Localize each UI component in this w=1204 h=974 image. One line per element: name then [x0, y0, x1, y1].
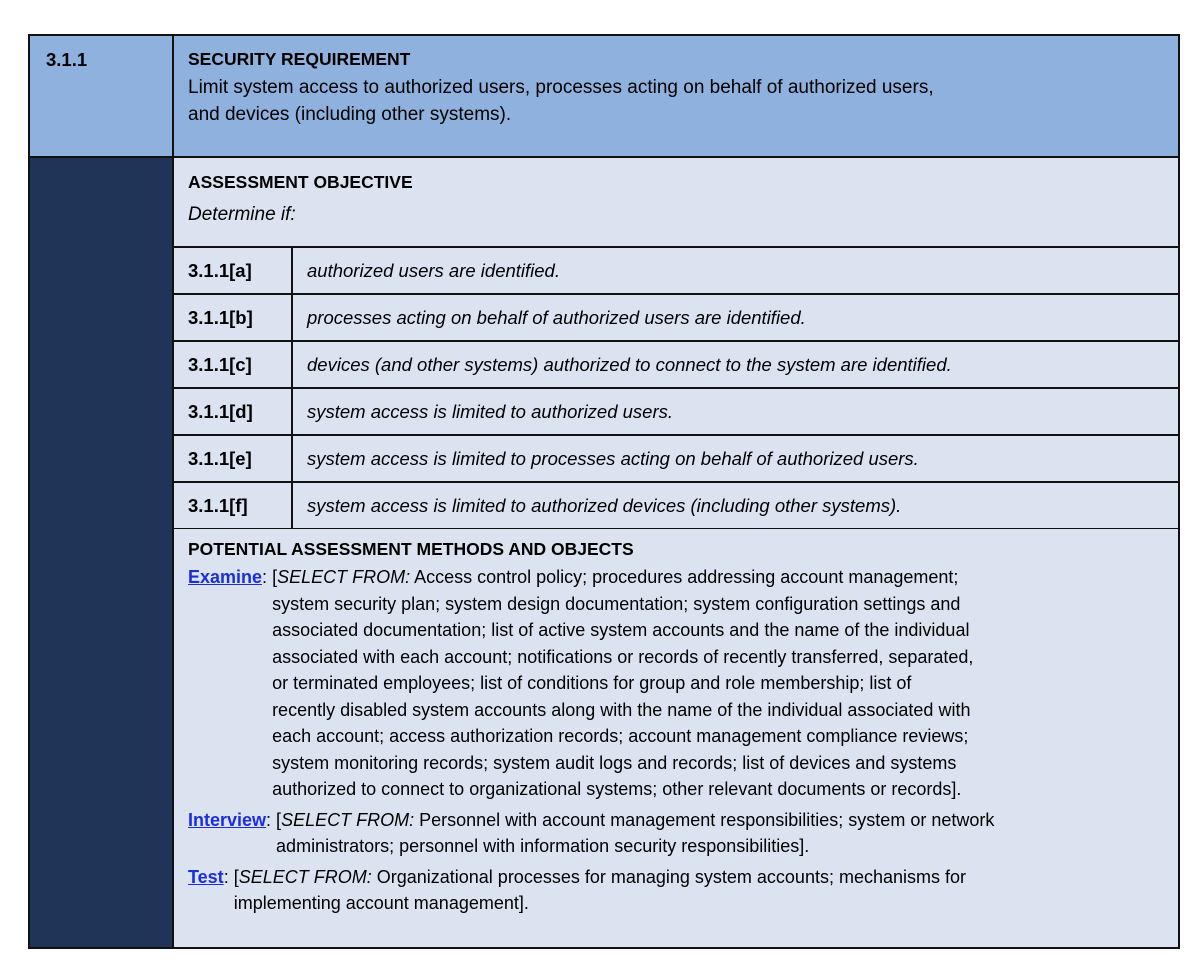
method-test	[188, 864, 1164, 917]
objective-row	[174, 483, 1178, 530]
method-line: administrators; personnel with information security responsibilities].	[276, 836, 810, 856]
method-examine	[188, 564, 1164, 803]
objective-id: 3.1.1[a]	[174, 248, 293, 293]
method-text	[272, 564, 973, 803]
requirement-id-cell	[30, 36, 174, 158]
select-from-label: SELECT FROM:	[238, 866, 372, 887]
requirement-text	[188, 74, 1164, 128]
method-line: associated documentation; list of active system accounts and the name of the individual	[272, 620, 970, 640]
objective-text: system access is limited to authorized users.	[307, 400, 674, 422]
objective-id: 3.1.1[c]	[174, 342, 293, 387]
method-line: implementing account management].	[233, 893, 529, 913]
method-label-wrap: Examine:	[188, 567, 273, 587]
method-label-wrap: Interview:	[188, 809, 277, 830]
security-requirement-cell	[174, 36, 1178, 158]
method-line: [SELECT FROM: Organizational processes for managing system accounts; mechanisms for	[233, 866, 966, 887]
method-link[interactable]: Interview	[188, 809, 267, 830]
navy-sidebar	[30, 158, 174, 947]
requirement-table	[28, 34, 1180, 949]
method-line: [SELECT FROM: Personnel with account management responsibilities; system or network	[276, 809, 995, 830]
requirement-heading: SECURITY REQUIREMENT	[188, 49, 411, 69]
method-line: authorized to connect to organizational systems; other relevant documents or records].	[272, 779, 962, 799]
method-line: or terminated employees; list of conditions for group and role membership; list of	[272, 673, 912, 693]
objective-id: 3.1.1[d]	[174, 389, 293, 434]
requirement-line: and devices (including other systems).	[188, 104, 512, 125]
method-line: [SELECT FROM: Access control policy; procedures addressing account management;	[272, 567, 959, 587]
objective-text: authorized users are identified.	[307, 259, 560, 281]
select-from-label: SELECT FROM:	[277, 567, 411, 587]
requirement-id: 3.1.1	[46, 49, 88, 70]
method-line: system monitoring records; system audit logs and records; list of devices and systems	[272, 752, 957, 773]
method-first-line: Organizational processes for managing system accounts; mechanisms for	[371, 866, 966, 887]
requirement-line: Limit system access to authorized users, processes acting on behalf of authorized users,	[188, 77, 934, 98]
objective-row	[174, 295, 1178, 342]
objective-list	[174, 248, 1178, 530]
objective-id: 3.1.1[b]	[174, 295, 293, 340]
method-first-line: Personnel with account management responsibilities; system or network	[414, 809, 995, 830]
objective-intro: Determine if:	[188, 204, 296, 225]
select-from-label: SELECT FROM:	[281, 809, 415, 830]
objective-row	[174, 436, 1178, 483]
method-text	[276, 807, 994, 860]
method-line: system security plan; system design documentation; system configuration settings and	[272, 593, 961, 614]
objective-text: system access is limited to processes acting on behalf of authorized users.	[307, 447, 919, 469]
assessment-methods-cell	[174, 529, 1178, 947]
method-interview	[188, 807, 1164, 860]
assessment-objective-cell	[174, 158, 1178, 248]
objective-id: 3.1.1[e]	[174, 436, 293, 481]
objective-text: processes acting on behalf of authorized users are identified.	[307, 306, 806, 328]
objective-text: devices (and other systems) authorized to connect to the system are identified.	[307, 353, 952, 375]
objective-row	[174, 248, 1178, 295]
method-link[interactable]: Examine	[188, 567, 263, 587]
method-first-line: Access control policy; procedures addressing account management;	[410, 567, 959, 587]
methods-heading: POTENTIAL ASSESSMENT METHODS AND OBJECTS	[188, 539, 634, 559]
objective-row	[174, 389, 1178, 436]
objective-heading: ASSESSMENT OBJECTIVE	[188, 172, 413, 192]
method-text	[234, 864, 966, 917]
method-line: associated with each account; notifications or records of recently transferred, separated,	[272, 646, 974, 667]
method-line: recently disabled system accounts along with the name of the individual associated with	[272, 699, 971, 720]
objective-text: system access is limited to authorized devices (including other systems).	[307, 494, 902, 516]
method-link[interactable]: Test	[188, 866, 224, 887]
objective-row	[174, 342, 1178, 389]
methods-list	[188, 564, 1164, 917]
objective-id: 3.1.1[f]	[174, 483, 293, 528]
method-line: each account; access authorization records; account management compliance reviews;	[272, 726, 969, 746]
method-label-wrap: Test:	[188, 866, 234, 887]
